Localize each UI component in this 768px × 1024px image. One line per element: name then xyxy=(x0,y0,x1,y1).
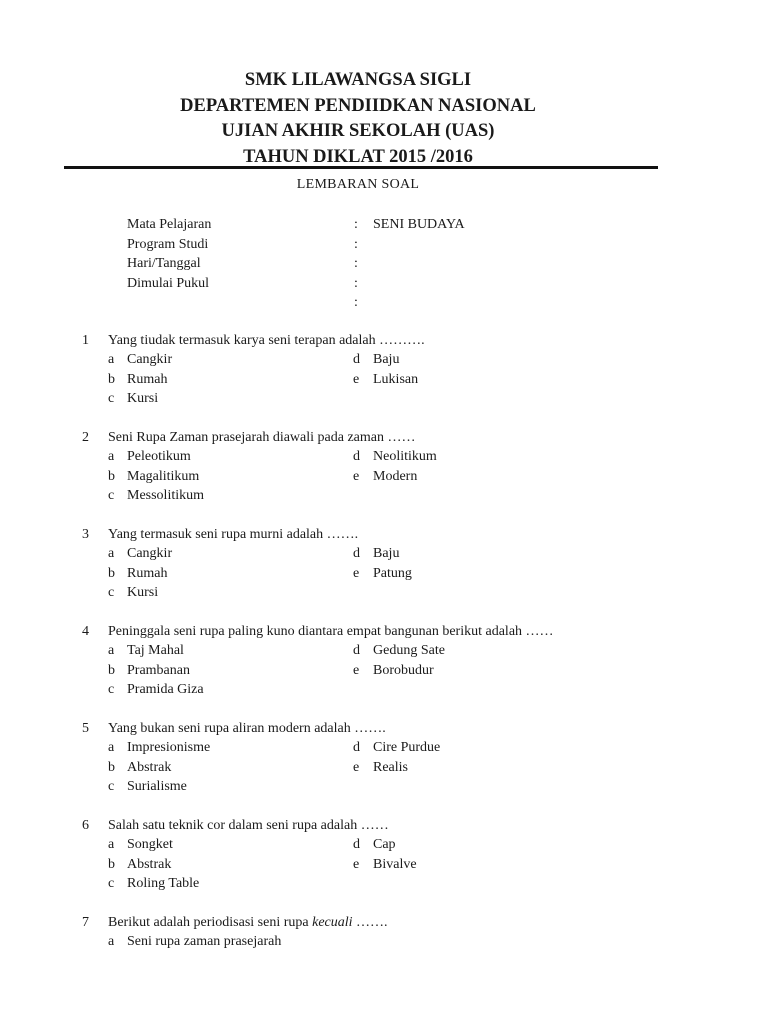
option-letter: a xyxy=(108,837,115,852)
option-text: Seni rupa zaman prasejarah xyxy=(127,934,282,949)
question-number: 5 xyxy=(82,721,89,736)
option-text: Pramida Giza xyxy=(127,682,204,697)
option-letter: e xyxy=(353,566,360,581)
option-text: Abstrak xyxy=(127,760,172,775)
option-a[interactable] xyxy=(0,932,340,952)
question-3 xyxy=(0,525,768,622)
question-text: Peninggala seni rupa paling kuno diantara empat bangunan berikut adalah …… xyxy=(108,624,554,639)
info-label: Program Studi xyxy=(127,236,209,252)
option-e[interactable] xyxy=(0,855,600,875)
option-letter: e xyxy=(353,663,360,678)
info-label: Hari/Tanggal xyxy=(127,256,201,272)
option-letter: c xyxy=(108,488,115,503)
option-d[interactable] xyxy=(0,544,600,564)
option-c[interactable] xyxy=(0,486,300,506)
document-header xyxy=(0,68,716,170)
option-d[interactable] xyxy=(0,738,600,758)
question-text xyxy=(108,913,388,933)
option-letter: c xyxy=(108,585,115,600)
option-d[interactable] xyxy=(0,641,600,661)
option-letter: b xyxy=(108,663,115,678)
option-d[interactable] xyxy=(0,350,600,370)
option-d[interactable] xyxy=(0,835,600,855)
option-letter: c xyxy=(108,779,115,794)
option-text: Realis xyxy=(373,760,408,775)
question-6 xyxy=(0,816,768,913)
option-letter: a xyxy=(108,934,115,949)
option-text: Peleotikum xyxy=(127,449,191,464)
option-e[interactable] xyxy=(0,661,600,681)
option-c[interactable] xyxy=(0,680,300,700)
option-text: Bivalve xyxy=(373,857,417,872)
question-text: Yang bukan seni rupa aliran modern adalah ……. xyxy=(108,721,386,736)
option-text: Songket xyxy=(127,837,173,852)
option-letter: e xyxy=(353,372,360,387)
option-letter: e xyxy=(353,469,360,484)
question-list xyxy=(0,331,768,1010)
option-letter: d xyxy=(353,352,360,367)
question-text: Yang termasuk seni rupa murni adalah ……. xyxy=(108,527,359,542)
question-number: 1 xyxy=(82,333,89,348)
option-letter: b xyxy=(108,469,115,484)
question-text: Salah satu teknik cor dalam seni rupa adalah …… xyxy=(108,818,389,833)
department-name: DEPARTEMEN PENDIIDKAN NASIONAL xyxy=(180,95,536,116)
info-colon: : xyxy=(354,275,358,291)
sheet-title: LEMBARAN SOAL xyxy=(296,177,420,192)
option-c[interactable] xyxy=(0,777,300,797)
question-text: Seni Rupa Zaman prasejarah diawali pada zaman …… xyxy=(108,430,416,445)
option-text: Cangkir xyxy=(127,352,173,367)
school-name: SMK LILAWANGSA SIGLI xyxy=(244,70,472,90)
option-text: Baju xyxy=(373,352,400,367)
question-number: 3 xyxy=(82,527,89,542)
option-letter: d xyxy=(353,546,360,561)
question-number: 7 xyxy=(82,915,89,930)
option-e[interactable] xyxy=(0,758,600,778)
option-e[interactable] xyxy=(0,370,600,390)
option-letter: b xyxy=(108,566,115,581)
question-text-start: Berikut adalah periodisasi seni rupa xyxy=(108,915,313,930)
option-text: Messolitikum xyxy=(127,488,205,503)
question-text-end: ……. xyxy=(352,915,388,930)
info-label: Mata Pelajaran xyxy=(127,217,212,232)
option-letter: a xyxy=(108,740,115,755)
info-colon: : xyxy=(354,217,358,232)
option-letter: c xyxy=(108,682,115,697)
info-colon: : xyxy=(354,256,358,272)
option-e[interactable] xyxy=(0,467,600,487)
option-c[interactable] xyxy=(0,583,300,603)
option-letter: d xyxy=(353,449,360,464)
option-text: Abstrak xyxy=(127,857,172,872)
question-7 xyxy=(0,913,768,1010)
option-text: Rumah xyxy=(127,372,168,387)
question-text-emphasis: kecuali xyxy=(312,915,353,930)
option-letter: d xyxy=(353,643,360,658)
question-number: 4 xyxy=(82,624,89,639)
info-label: Dimulai Pukul xyxy=(127,275,210,291)
option-letter: a xyxy=(108,352,115,367)
option-d[interactable] xyxy=(0,447,600,467)
option-letter: d xyxy=(353,837,360,852)
option-text: Prambanan xyxy=(127,663,190,678)
question-4 xyxy=(0,622,768,719)
question-number: 2 xyxy=(82,430,89,445)
header-divider xyxy=(64,166,658,169)
option-text: Kursi xyxy=(127,391,159,406)
info-colon: : xyxy=(354,295,358,311)
option-c[interactable] xyxy=(0,389,300,409)
option-text: Baju xyxy=(373,546,400,561)
option-text: Kursi xyxy=(127,585,159,600)
option-c[interactable] xyxy=(0,874,300,894)
option-letter: b xyxy=(108,857,115,872)
option-text: Cangkir xyxy=(127,546,173,561)
option-text: Neolitikum xyxy=(373,449,437,464)
option-text: Gedung Sate xyxy=(373,643,445,658)
info-value: SENI BUDAYA xyxy=(373,217,465,232)
option-letter: b xyxy=(108,372,115,387)
option-text: Cire Purdue xyxy=(373,740,441,755)
option-letter: e xyxy=(353,760,360,775)
option-letter: d xyxy=(353,740,360,755)
option-text: Patung xyxy=(373,566,412,581)
option-letter: a xyxy=(108,449,115,464)
option-e[interactable] xyxy=(0,564,600,584)
option-text: Impresionisme xyxy=(127,740,211,755)
option-letter: e xyxy=(353,857,360,872)
option-text: Taj Mahal xyxy=(127,643,184,658)
question-2 xyxy=(0,428,768,525)
option-text: Borobudur xyxy=(373,663,434,678)
option-text: Cap xyxy=(373,837,396,852)
option-letter: a xyxy=(108,546,115,561)
question-text: Yang tiudak termasuk karya seni terapan adalah ………. xyxy=(108,333,425,348)
info-colon: : xyxy=(354,236,358,252)
option-letter: b xyxy=(108,760,115,775)
option-text: Modern xyxy=(373,469,418,484)
option-text: Rumah xyxy=(127,566,168,581)
option-text: Surialisme xyxy=(127,779,187,794)
option-text: Roling Table xyxy=(127,876,200,891)
exam-name: UJIAN AKHIR SEKOLAH (UAS) xyxy=(221,121,495,141)
option-text: Lukisan xyxy=(373,372,419,387)
question-5 xyxy=(0,719,768,816)
question-number: 6 xyxy=(82,818,89,833)
option-letter: c xyxy=(108,876,115,891)
option-letter: a xyxy=(108,643,115,658)
academic-year: TAHUN DIKLAT 2015 /2016 xyxy=(243,146,473,167)
option-letter: c xyxy=(108,391,115,406)
option-text: Magalitikum xyxy=(127,469,200,484)
question-1 xyxy=(0,331,768,428)
